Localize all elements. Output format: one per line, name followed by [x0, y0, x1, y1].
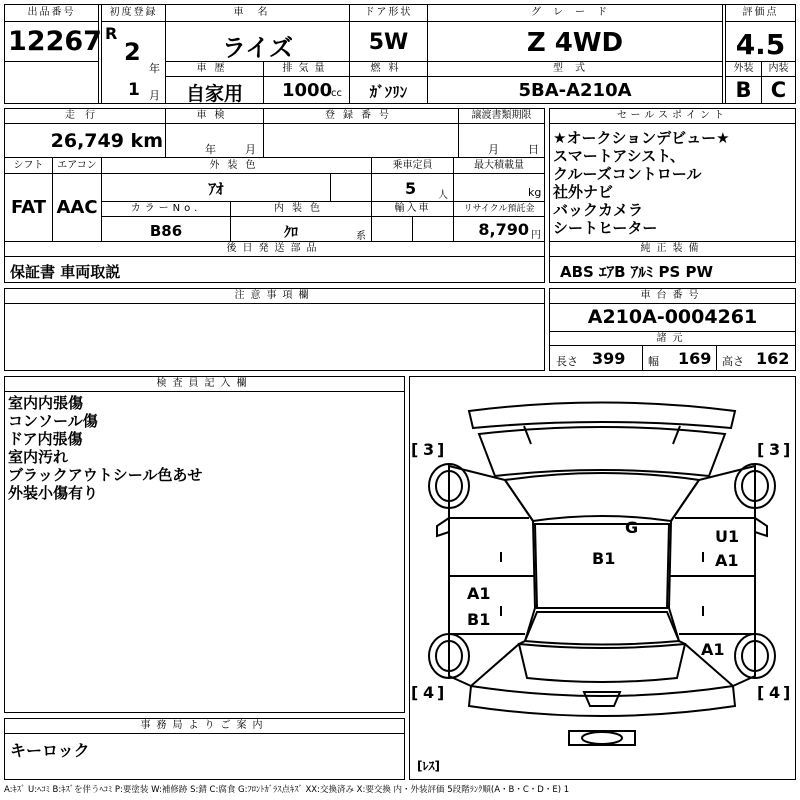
length-label: 長さ	[556, 355, 578, 368]
inspector-note: ドア内張傷	[8, 430, 83, 448]
registration-year: 2	[124, 38, 141, 66]
month-unit: 月	[149, 89, 160, 102]
model-code-label: 型式	[553, 63, 597, 74]
tire-tread-front-right: 3	[769, 440, 781, 459]
sales-points-list	[553, 129, 730, 237]
tire-bracket-fr-open: [	[757, 440, 765, 459]
spec-label: 諸元	[656, 333, 689, 344]
displacement-unit: cc	[331, 88, 342, 99]
interior-color-label: 内装色	[274, 203, 328, 214]
equipment: ABS ｴｱB ｱﾙﾐ PS PW	[560, 263, 714, 281]
damage-mark-front-right-door: A1	[715, 551, 739, 570]
damage-mark-roof: B1	[592, 549, 616, 568]
recycle-fee-unit: 円	[531, 230, 541, 241]
later-parts: 保証書 車両取説	[10, 263, 121, 281]
tire-bracket-rl-close: ]	[437, 683, 445, 702]
height: 162	[756, 349, 790, 368]
exterior-grade: B	[735, 78, 752, 102]
later-parts-label: 後日発送部品	[226, 243, 323, 254]
inspector-note: 外装小傷有り	[8, 484, 99, 502]
tire-bracket-fl-open: [	[411, 440, 419, 459]
sales-point: 社外ナビ	[553, 183, 614, 201]
chassis-label: 車台番号	[640, 290, 705, 301]
displacement-label: 排気量	[282, 63, 331, 74]
exterior-color: ｱｵ	[208, 180, 224, 198]
equipment-label: 純正装備	[640, 243, 705, 254]
lot-number: 12267	[8, 26, 102, 57]
tire-bracket-rr-open: [	[757, 683, 765, 702]
car-name-label: 車名	[233, 7, 282, 18]
legend: A:ｷｽﾞ U:ﾍｺﾐ B:ｷｽﾞを伴うﾍｺﾐ P:要塗装 W:補修跡 S:錆 C:腐食 G:ﾌﾛﾝﾄｶﾞﾗｽ点ｷｽﾞ XX:交換済み X:要交換 内・外装評価 5段階ﾗﾝｸ順(A・B・C・D・E) 1	[4, 785, 570, 795]
tire-bracket-fl-close: ]	[437, 440, 445, 459]
notes-label: 注意事項欄	[234, 290, 315, 301]
tire-bracket-rr-close: ]	[783, 683, 791, 702]
tire-bracket-fr-close: ]	[783, 440, 791, 459]
tire-tread-rear-right: 4	[769, 683, 781, 702]
aircon: AAC	[56, 197, 98, 218]
damage-mark-front-right-door: U1	[715, 527, 740, 546]
sales-point: クルーズコントロール	[553, 165, 702, 183]
displacement: 1000	[282, 80, 333, 101]
inspection-month: 月	[245, 143, 256, 156]
score-label: 評価点	[742, 7, 779, 18]
damage-mark-rear-right-fender: A1	[701, 640, 725, 659]
width-label: 幅	[648, 355, 659, 368]
grade-label: グレード	[531, 7, 619, 18]
inspector-note: 室内内張傷	[8, 394, 84, 412]
capacity-label: 乗車定員	[392, 160, 433, 171]
sales-point: ★オークションデビュー★	[553, 129, 730, 147]
color-number: B86	[149, 222, 183, 240]
era: R	[105, 24, 118, 43]
import-label: 輸入車	[394, 203, 431, 214]
damage-mark-windshield: G	[625, 518, 639, 537]
tire-bracket-rl-open: [	[411, 683, 419, 702]
inspector-notes	[8, 394, 202, 502]
capacity-unit: 人	[438, 190, 448, 201]
history-label: 車歴	[196, 63, 233, 74]
sales-point: スマートアシスト、	[553, 147, 685, 165]
lot-number-label: 出品番号	[27, 7, 76, 18]
first-registration-label: 初度登録	[109, 7, 158, 18]
height-label: 高さ	[722, 355, 744, 368]
mileage: 26,749 km	[50, 130, 163, 152]
office-note: キーロック	[10, 741, 90, 760]
max-load-unit: kg	[528, 186, 542, 199]
sales-point: バックカメラ	[553, 201, 644, 219]
inspector-note: コンソール傷	[8, 412, 98, 430]
sales-points-label: セールスポイント	[616, 110, 729, 121]
aircon-label: エアコン	[57, 160, 97, 171]
mileage-label: 走行	[65, 110, 105, 121]
office-label: 事務局よりご案内	[140, 720, 269, 731]
damage-mark-rear-left-door: A1	[467, 584, 491, 603]
fuel-label: 燃料	[370, 63, 407, 74]
model-code: 5BA-A210A	[518, 80, 632, 101]
history: 自家用	[185, 83, 243, 105]
shift-label: シフト	[13, 160, 44, 171]
interior-label: 内装	[768, 63, 789, 74]
sales-point: シートヒーター	[553, 219, 658, 237]
inspector-note: 室内汚れ	[8, 448, 69, 466]
interior-color: ｸﾛ	[284, 225, 298, 241]
exterior-color-label: 外装色	[209, 160, 264, 171]
inspection-label: 車検	[196, 110, 233, 121]
recycle-fee: 8,790	[478, 220, 529, 239]
chassis-number: A210A-0004261	[587, 306, 758, 328]
registration-month: 1	[128, 80, 140, 100]
door-type: 5W	[368, 30, 409, 55]
inspection-year: 年	[205, 143, 216, 156]
interior-color-unit: 系	[356, 231, 366, 242]
capacity: 5	[405, 179, 417, 198]
car-name: ライズ	[221, 34, 294, 62]
damage-mark-rear-left-door: B1	[467, 610, 491, 629]
exterior-label: 外装	[733, 63, 754, 74]
tire-tread-rear-left: 4	[423, 683, 435, 702]
registration-number-label: 登録番号	[325, 110, 397, 121]
interior-grade: C	[770, 78, 787, 102]
tire-tread-front-left: 3	[423, 440, 435, 459]
max-load-label: 最大積載量	[474, 160, 524, 171]
width: 169	[678, 349, 712, 368]
inspector-label: 検査員記入欄	[156, 378, 253, 389]
transfer-day: 日	[528, 143, 539, 156]
recycle-fee-label: リサイクル預託金	[463, 204, 535, 214]
car-diagram	[409, 376, 796, 780]
grade: Z 4WD	[526, 28, 624, 58]
transfer-deadline-label: 譲渡書類期限	[471, 110, 532, 121]
fuel: ｶﾞｿﾘﾝ	[369, 83, 408, 101]
door-label: ドア形状	[364, 7, 413, 18]
score: 4.5	[735, 28, 786, 61]
transfer-month: 月	[488, 143, 499, 156]
inspector-note: ブラックアウトシール色あせ	[8, 466, 203, 484]
spare-tire-label: [ﾚｽ]	[417, 759, 440, 773]
length: 399	[592, 349, 626, 368]
year-unit: 年	[149, 62, 160, 75]
shift: FAT	[10, 197, 47, 218]
color-number-label: カラーNo.	[130, 203, 202, 214]
